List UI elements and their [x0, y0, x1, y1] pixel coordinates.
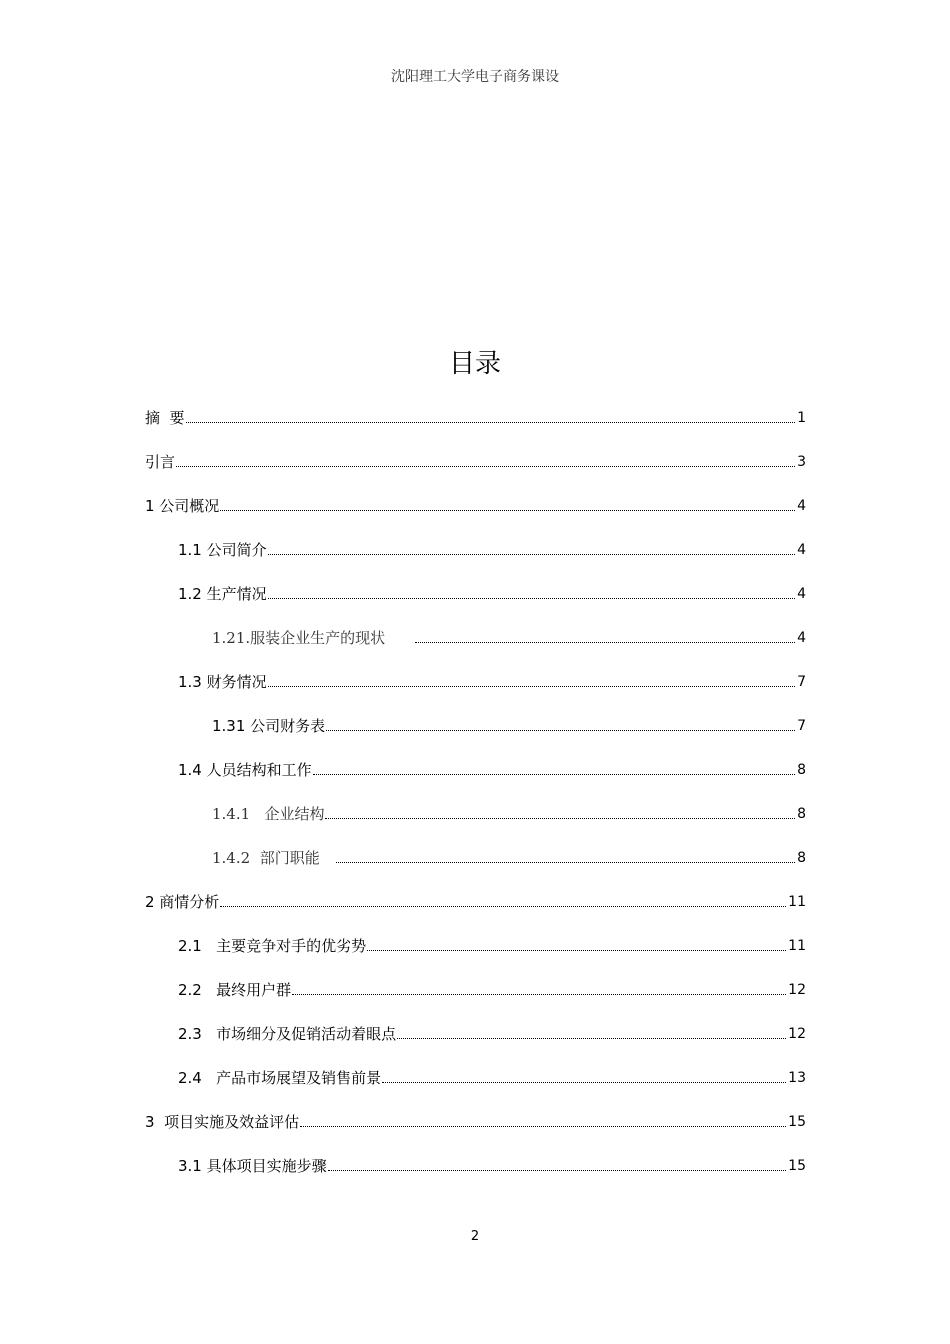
toc-entry[interactable] [178, 934, 806, 958]
toc-entry[interactable] [145, 450, 806, 474]
toc-entry[interactable] [178, 1022, 806, 1046]
toc-leader-dots [186, 422, 796, 423]
page-number: 2 [470, 1229, 480, 1244]
toc-leader-dots [382, 1082, 786, 1083]
toc-leader-dots [268, 598, 795, 599]
toc-entry-label: 3 项目实施及效益评估 [145, 1113, 300, 1131]
toc-entry-page: 3 [797, 454, 806, 470]
toc-entry-page: 7 [797, 674, 806, 690]
toc-leader-dots [300, 1126, 786, 1127]
toc-leader-dots [220, 510, 795, 511]
toc-entry-label: 2 商情分析 [145, 893, 220, 911]
toc-leader-dots [367, 950, 786, 951]
toc-entry-label: 1.1 公司简介 [178, 541, 267, 559]
toc-entry-page: 4 [797, 542, 806, 558]
toc-entry-label: 2.1 主要竞争对手的优劣势 [178, 937, 367, 955]
toc-leader-dots [336, 862, 795, 863]
toc-entry-label: 2.3 市场细分及促销活动着眼点 [178, 1025, 397, 1043]
toc-leader-dots [415, 642, 795, 643]
toc-entry-page: 8 [797, 762, 806, 778]
toc-entry[interactable] [178, 670, 806, 694]
toc-entry[interactable] [178, 582, 806, 606]
toc-entry-label: 1.4.2 部门职能 [212, 849, 320, 867]
toc-leader-dots [328, 1170, 787, 1171]
toc-entry[interactable] [145, 494, 806, 518]
toc-entry-label: 1.31 公司财务表 [212, 717, 326, 735]
toc-entry-label: 2.2 最终用户群 [178, 981, 292, 999]
toc-entry-label: 1 公司概况 [145, 497, 220, 515]
toc-entry-page: 4 [797, 498, 806, 514]
toc-entry-label: 2.4 产品市场展望及销售前景 [178, 1069, 382, 1087]
toc-entry-page: 8 [797, 806, 806, 822]
toc-entry[interactable] [145, 1110, 806, 1134]
toc-entry-page: 8 [797, 850, 806, 866]
toc-leader-dots [397, 1038, 786, 1039]
toc-leader-dots [313, 774, 795, 775]
toc-entry-page: 15 [788, 1158, 806, 1174]
toc-leader-dots [220, 906, 786, 907]
toc-entry-page: 4 [797, 630, 806, 646]
toc-entry[interactable] [145, 406, 806, 430]
toc-entry-label: 1.21.服装企业生产的现状 [212, 629, 386, 647]
toc-leader-dots [325, 818, 795, 819]
toc-leader-dots [268, 686, 795, 687]
toc-leader-dots [292, 994, 786, 995]
toc-entry[interactable] [212, 846, 806, 870]
toc-entry-page: 11 [788, 894, 806, 910]
page-header: 沈阳理工大学电子商务课设 [391, 69, 559, 85]
toc-leader-dots [176, 466, 795, 467]
toc-entry-label: 引言 [145, 453, 176, 471]
toc-entry-page: 1 [797, 410, 806, 426]
toc-entry-label: 1.2 生产情况 [178, 585, 267, 603]
toc-entry-page: 12 [788, 1026, 806, 1042]
toc-entry-page: 12 [788, 982, 806, 998]
toc-title: 目录 [448, 349, 501, 379]
toc-entry[interactable] [178, 758, 806, 782]
toc-entry-page: 15 [788, 1114, 806, 1130]
toc-entry-page: 7 [797, 718, 806, 734]
toc-entry-page: 13 [788, 1070, 806, 1086]
toc-entry[interactable] [178, 978, 806, 1002]
toc-entry[interactable] [178, 1154, 806, 1178]
toc-entry[interactable] [212, 626, 806, 650]
toc-entry-label: 3.1 具体项目实施步骤 [178, 1157, 327, 1175]
toc-leader-dots [326, 730, 795, 731]
toc-entry-label: 摘 要 [145, 409, 185, 427]
toc-entry-label: 1.4 人员结构和工作 [178, 761, 312, 779]
toc-entry[interactable] [212, 802, 806, 826]
toc-entry-page: 4 [797, 586, 806, 602]
toc-entry[interactable] [212, 714, 806, 738]
toc-entry[interactable] [145, 890, 806, 914]
toc-entry[interactable] [178, 538, 806, 562]
toc-entry[interactable] [178, 1066, 806, 1090]
toc-entry-label: 1.4.1 企业结构 [212, 805, 325, 823]
toc-entry-label: 1.3 财务情况 [178, 673, 267, 691]
toc-entry-page: 11 [788, 938, 806, 954]
toc-leader-dots [268, 554, 795, 555]
